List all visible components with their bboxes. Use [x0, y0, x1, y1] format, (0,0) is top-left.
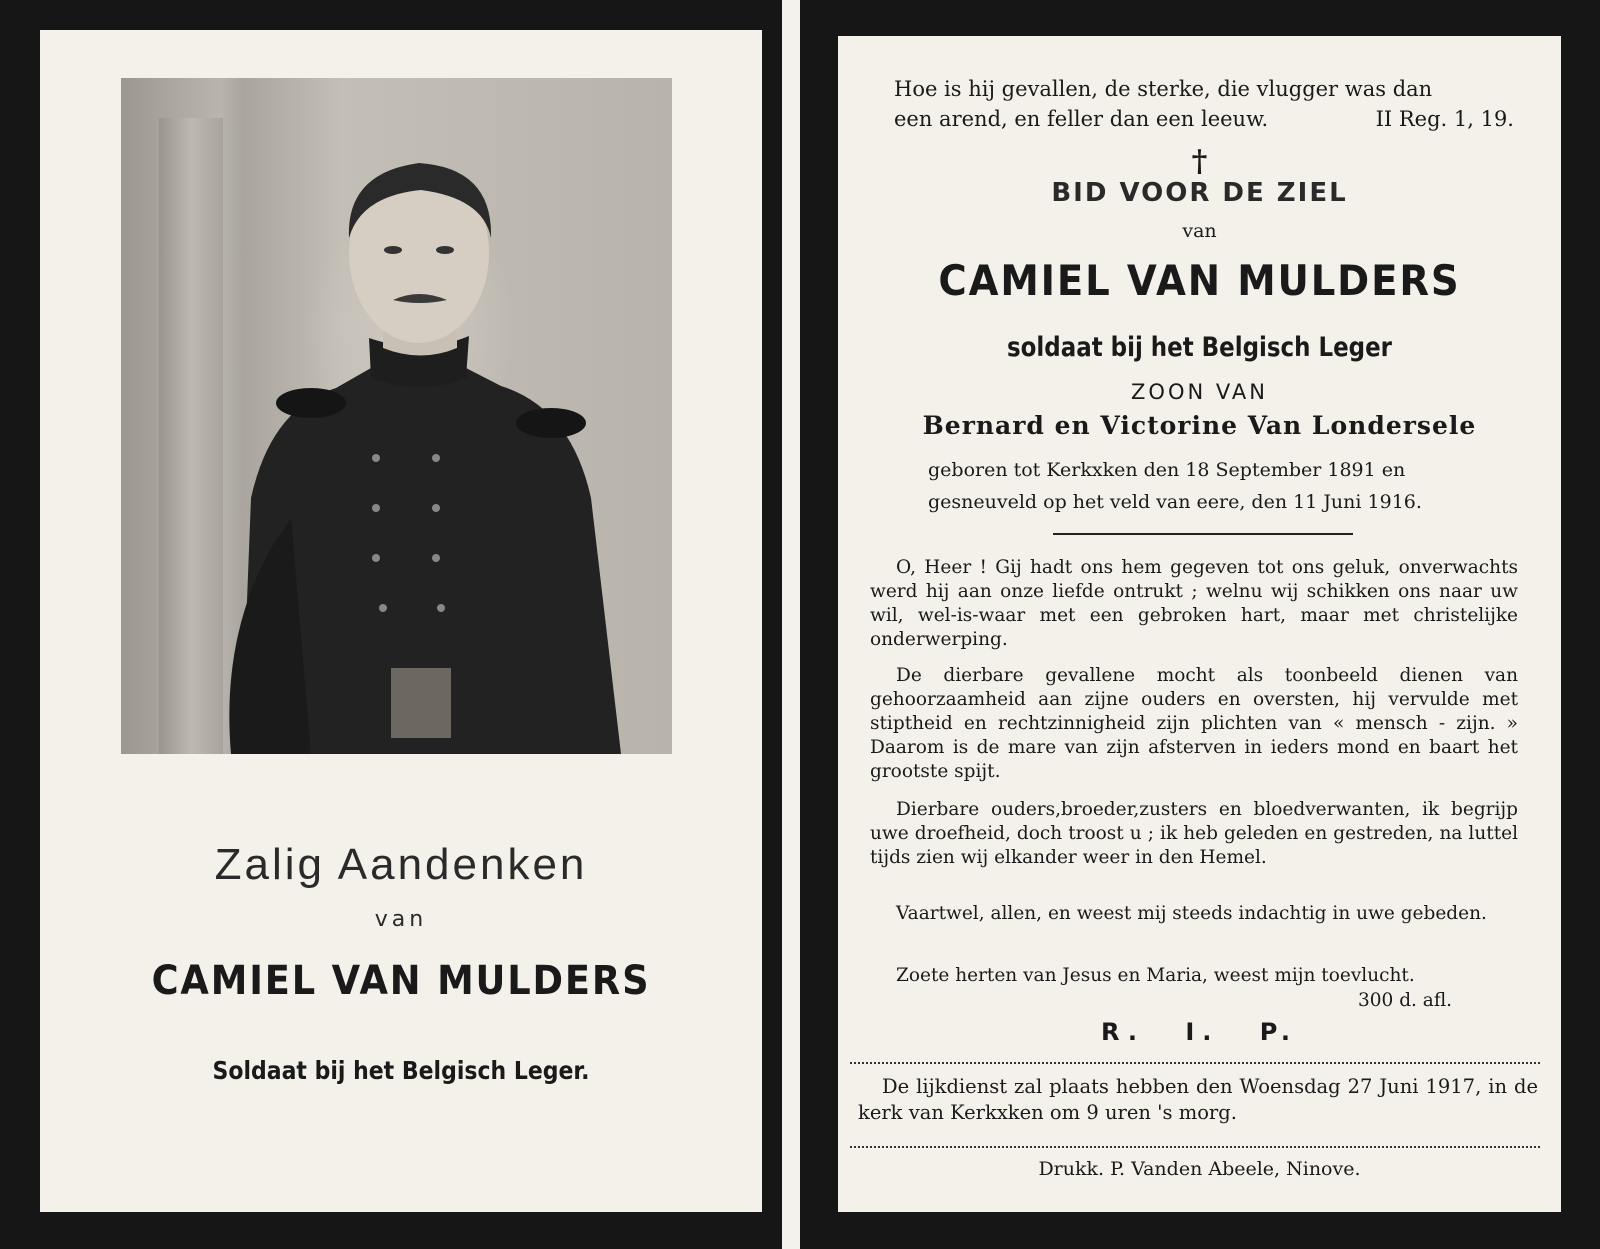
- deceased-name: CAMIEL VAN MULDERS: [151, 958, 651, 1004]
- memorial-title: Zalig Aandenken: [214, 840, 588, 889]
- right-card: [800, 0, 1600, 1249]
- soldier-figure: [121, 78, 672, 754]
- bible-verse: [894, 74, 1534, 134]
- indulgence-note: 300 d. afl.: [1358, 990, 1453, 1011]
- born-line: geboren tot Kerkxken den 18 September 1891 en: [928, 459, 1406, 481]
- fallen-line: gesneuveld op het veld van eere, den 11 Juni 1916.: [928, 491, 1422, 513]
- invocation-paragraph: Zoete herten van Jesus en Maria, weest mijn toevlucht.: [896, 965, 1415, 986]
- verse-line-2-row: [894, 104, 1534, 134]
- printer-credit: Drukk. P. Vanden Abeele, Ninove.: [1038, 1158, 1361, 1180]
- dotted-divider-top: [850, 1062, 1540, 1064]
- tribute-paragraph: De dierbare gevallene mocht als toonbeeld dienen van gehoorzaamheid aan zijne ouders en oversten, hij vervulde met stiptheid en rechtzinnigheid zijn plichten van « mensch - zijn. » Daarom is de mare van zijn afsterven in ieders mond en baart het grootste spijt.: [870, 665, 1518, 782]
- verse-reference: II Reg. 1, 19.: [1375, 107, 1514, 131]
- divider-rule: [1053, 533, 1353, 535]
- cross-icon: †: [1191, 144, 1208, 179]
- verse-line-2: een arend, en feller dan een leeuw.: [894, 107, 1269, 131]
- prayer-heading: BID VOOR DE ZIEL: [1051, 178, 1348, 208]
- van-label: van: [374, 907, 428, 932]
- dotted-divider-bottom: [850, 1146, 1540, 1148]
- birth-death-dates: [928, 454, 1488, 518]
- left-card: [0, 0, 782, 1249]
- right-card-panel: [838, 36, 1561, 1212]
- prayer-paragraph: O, Heer ! Gij hadt ons hem gegeven tot ons geluk, onverwachts werd hij aan onze liefde ontrukt ; welnu wij schikken ons naar uw wil, wel-is-waar met een gebroken hart, maar met christelijke onderwerping.: [870, 557, 1518, 650]
- fold-gap: [782, 0, 800, 1249]
- verse-line-1: Hoe is hij gevallen, de sterke, die vlugger was dan: [894, 77, 1433, 101]
- funeral-service-notice: De lijkdienst zal plaats hebben den Woensdag 27 Juni 1917, in de kerk van Kerkxken om 9 uren 's morg.: [858, 1075, 1538, 1124]
- son-of-label: ZOON VAN: [1131, 380, 1268, 404]
- left-card-panel: [40, 30, 762, 1212]
- consolation-paragraph: Dierbare ouders,broeder,zusters en bloedverwanten, ik begrijp uwe droefheid, doch troost u ; ik heb geleden en gestreden, na luttel tijds zien wij elkander weer in den Hemel.: [870, 799, 1518, 868]
- deceased-role: soldaat bij het Belgisch Leger: [1007, 332, 1392, 363]
- parents-names: Bernard en Victorine Van Londersele: [922, 411, 1477, 440]
- deceased-name: CAMIEL VAN MULDERS: [938, 256, 1461, 305]
- van-label: van: [1182, 220, 1217, 242]
- soldier-portrait: [121, 78, 672, 754]
- rip-label: R. I. P.: [1100, 1018, 1299, 1046]
- farewell-paragraph: Vaartwel, allen, en weest mij steeds indachtig in uwe gebeden.: [896, 903, 1487, 924]
- deceased-role: Soldaat bij het Belgisch Leger.: [212, 1056, 590, 1085]
